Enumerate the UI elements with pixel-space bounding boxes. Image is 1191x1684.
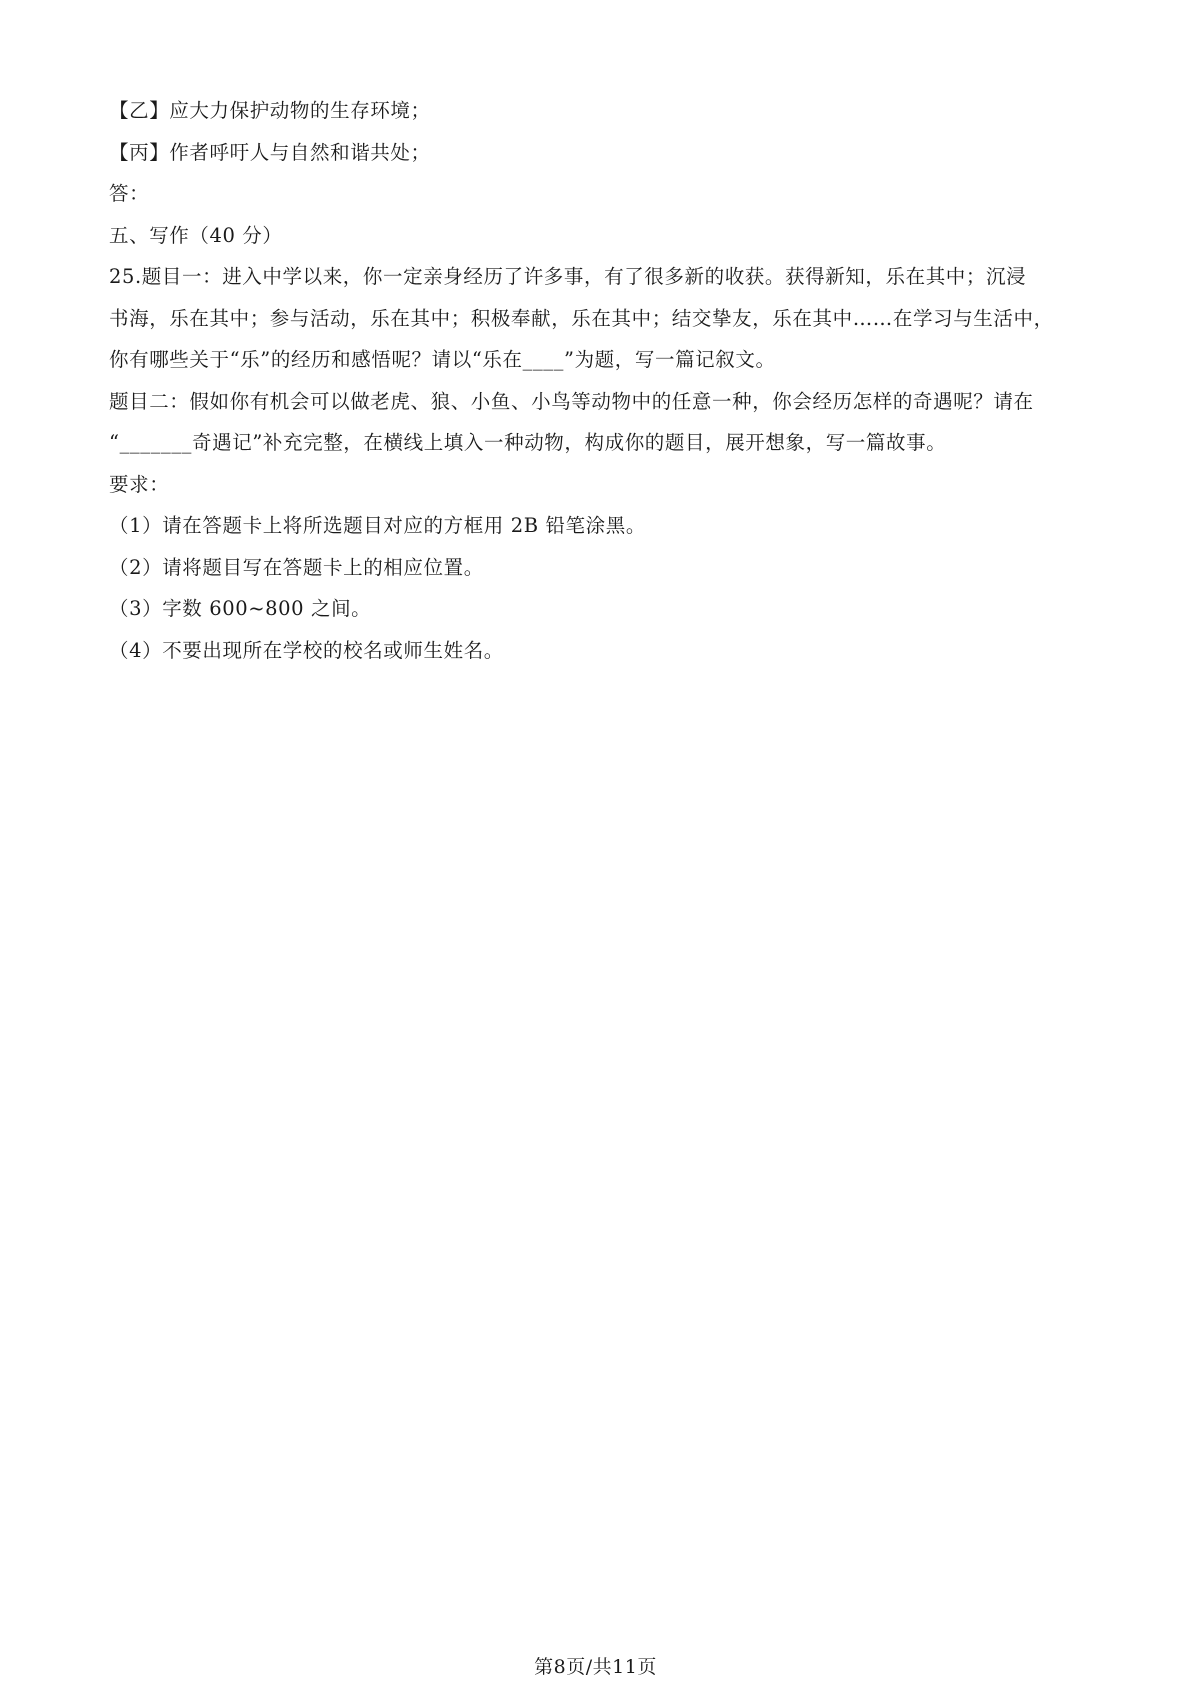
section-heading-writing: 五、写作（40 分） — [109, 223, 283, 247]
page-number: 第8页/共11页 — [534, 1656, 657, 1678]
answer-label: 答： — [109, 182, 150, 205]
requirement-4: （4）不要出现所在学校的校名或师生姓名。 — [109, 638, 504, 662]
answer-option-bing: 【丙】作者呼吁人与自然和谐共处； — [109, 140, 431, 164]
requirement-2: （2）请将题目写在答题卡上的相应位置。 — [109, 555, 484, 579]
topic-two-line-2: “_______奇遇记”补充完整，在横线上填入一种动物，构成你的题目，展开想象，写一篇故事。 — [109, 431, 947, 454]
document-body — [109, 90, 1109, 671]
question-25-line-1: 25.题目一：进入中学以来，你一定亲身经历了许多事，有了很多新的收获。获得新知，乐在其中；沉浸 — [109, 265, 1027, 288]
question-25-line-2: 书海，乐在其中；参与活动，乐在其中；积极奉献，乐在其中；结交挚友，乐在其中……在学习与生活中， — [109, 306, 1054, 330]
requirements-heading: 要求： — [109, 472, 170, 496]
requirement-3: （3）字数 600~800 之间。 — [109, 597, 372, 620]
answer-option-yi: 【乙】应大力保护动物的生存环境； — [109, 99, 431, 122]
topic-two-line-1: 题目二：假如你有机会可以做老虎、狼、小鱼、小鸟等动物中的任意一种，你会经历怎样的奇遇呢？请在 — [109, 389, 1034, 413]
question-25-line-3: 你有哪些关于“乐”的经历和感悟呢？请以“乐在____”为题，写一篇记叙文。 — [109, 348, 776, 371]
requirement-1: （1）请在答题卡上将所选题目对应的方框用 2B 铅笔涂黑。 — [109, 514, 646, 537]
